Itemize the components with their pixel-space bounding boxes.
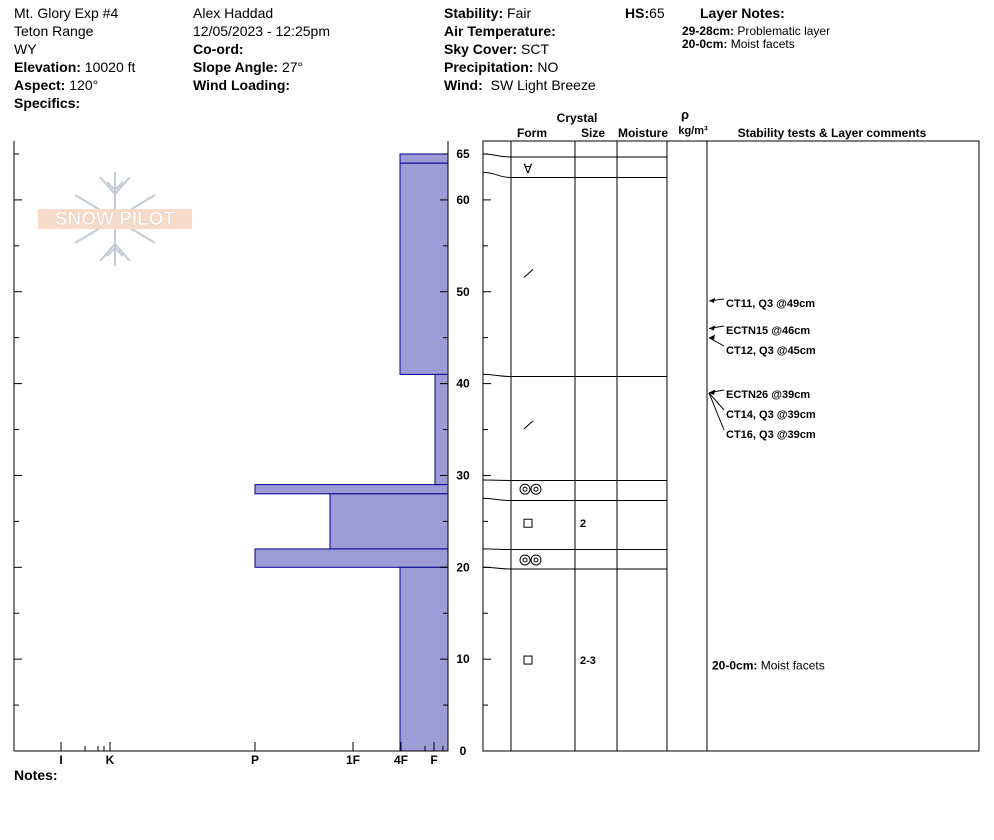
elevation-value: 10020 ft	[84, 59, 136, 75]
height-tick-label: 10	[456, 652, 470, 667]
logo-text: SNOW PILOT	[54, 209, 176, 230]
melt-form-icon	[523, 558, 527, 562]
layer-note-range: 29-28cm:	[682, 24, 735, 38]
slope-label: Slope Angle:	[193, 59, 279, 75]
melt-form-icon	[534, 487, 538, 491]
stability-value: Fair	[507, 5, 532, 21]
specifics-label: Specifics:	[14, 95, 81, 111]
hardness-layer-bar	[255, 549, 448, 567]
surface-hoar-icon: ∀	[523, 160, 533, 176]
stability-test-label: CT11, Q3 @49cm	[726, 298, 815, 310]
comments-column-header: Stability tests & Layer comments	[737, 126, 927, 140]
wind-loading-label: Wind Loading:	[193, 77, 291, 93]
stability-test-label: CT12, Q3 @45cm	[726, 345, 816, 357]
observation-datetime: 12/05/2023 - 12:25pm	[193, 23, 330, 39]
layer-connector	[483, 549, 511, 550]
hardness-tick-label: I	[59, 753, 63, 767]
decomposing-grain-icon	[524, 421, 533, 429]
grain-size-label: 2-3	[580, 655, 596, 668]
observer-name: Alex Haddad	[193, 5, 274, 21]
melt-form-icon	[523, 487, 527, 491]
coord-label: Co-ord:	[193, 41, 244, 57]
layer-connector	[483, 567, 511, 569]
hardness-profile	[255, 154, 448, 751]
hardness-tick-label: P	[250, 753, 260, 767]
hardness-layer-bar	[400, 163, 448, 374]
layer-connector	[483, 374, 511, 376]
wind-label: Wind:	[444, 77, 483, 93]
notes-label: Notes:	[14, 767, 58, 783]
stability-test-label: ECTN26 @39cm	[726, 389, 811, 401]
density-unit-header: kg/m³	[678, 125, 708, 137]
layer-comment: 20-0cm: Moist facets	[712, 658, 825, 673]
snow-pilot-logo	[38, 172, 192, 266]
hardness-tick-label: K	[105, 753, 115, 767]
height-tick-label: 65	[456, 146, 470, 161]
hardness-layer-bar	[330, 494, 448, 549]
elevation-label: Elevation:	[14, 59, 81, 75]
stability-test-label: CT14, Q3 @39cm	[726, 409, 816, 421]
layer-connector	[483, 172, 511, 177]
layer-connector	[483, 154, 511, 157]
melt-form-icon	[534, 558, 538, 562]
hardness-tick-label: 1F	[345, 753, 361, 767]
moisture-column-header: Moisture	[617, 126, 669, 140]
grain-size-label: 2	[580, 518, 587, 531]
height-tick-label: 40	[456, 376, 470, 391]
height-tick-label: 50	[456, 284, 470, 299]
hardness-layer-bar	[255, 485, 448, 494]
decomposing-grain-icon	[524, 269, 533, 277]
hs-label: HS:	[625, 5, 650, 21]
melt-form-icon	[531, 555, 541, 565]
height-tick-label: 30	[456, 468, 470, 483]
test-pointer-line	[709, 393, 724, 430]
aspect-label: Aspect:	[14, 77, 66, 93]
sky-cover-value: SCT	[521, 41, 550, 57]
stability-test-label: CT16, Q3 @39cm	[726, 429, 816, 441]
range-name: Teton Range	[14, 23, 94, 39]
stability-label: Stability:	[444, 5, 504, 21]
facet-grain-icon	[524, 519, 532, 527]
slope-value: 27°	[281, 59, 304, 75]
test-pointer-line	[709, 338, 724, 346]
precip-label: Precipitation:	[444, 59, 534, 75]
height-tick-label: 60	[456, 192, 470, 207]
form-column-header: Form	[517, 126, 547, 140]
state-name: WY	[14, 41, 37, 57]
aspect-value: 120°	[69, 77, 99, 93]
hs-value: 65	[649, 5, 665, 21]
height-tick-label: 0	[459, 744, 467, 758]
layer-note-range: 20-0cm:	[682, 37, 728, 51]
sky-cover-label: Sky Cover:	[444, 41, 518, 57]
precip-value: NO	[537, 59, 559, 75]
hardness-tick-label: 4F	[393, 753, 409, 767]
facet-grain-icon	[524, 656, 532, 664]
layer-note-text: Moist facets	[730, 37, 795, 51]
height-tick-label: 20	[456, 560, 470, 575]
size-column-header: Size	[580, 126, 606, 140]
melt-form-icon	[520, 484, 530, 494]
layer-note-text: Problematic layer	[737, 24, 831, 38]
melt-form-icon	[520, 555, 530, 565]
stability-test-label: ECTN15 @46cm	[726, 325, 811, 337]
hardness-tick-label: F	[430, 753, 438, 767]
crystal-column-header: Crystal	[556, 111, 598, 125]
melt-form-icon	[531, 484, 541, 494]
layer-notes-title: Layer Notes:	[700, 5, 785, 21]
site-name: Mt. Glory Exp #4	[14, 5, 119, 21]
wind-value: SW Light Breeze	[490, 77, 596, 93]
test-pointer-line	[709, 393, 724, 410]
air-temp-label: Air Temperature:	[444, 23, 556, 39]
density-symbol-header: ρ	[680, 107, 690, 122]
hardness-layer-bar	[400, 154, 448, 163]
layer-connector	[483, 498, 511, 500]
